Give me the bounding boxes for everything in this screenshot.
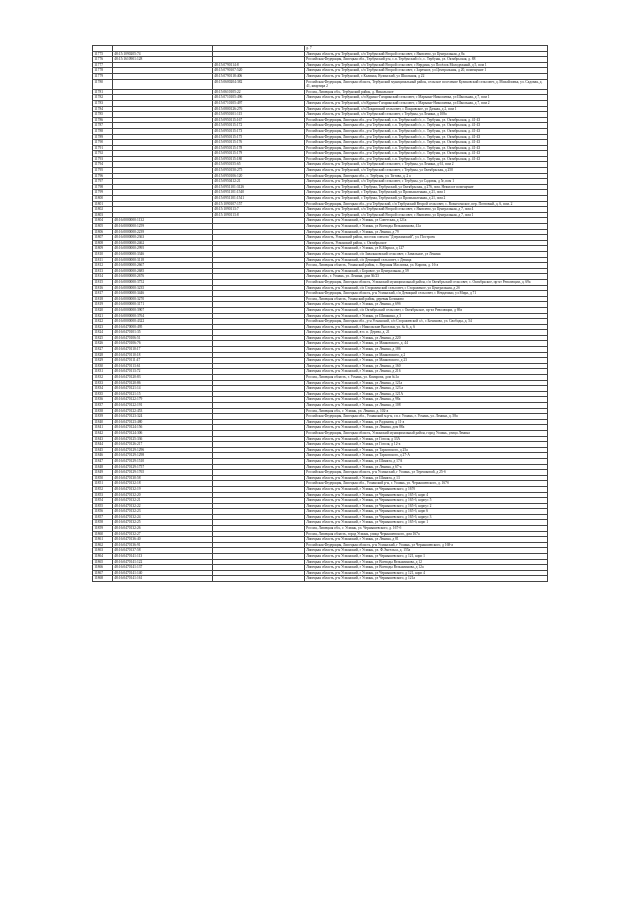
cell-land-code: 48:16:0470132:23 bbox=[113, 509, 213, 515]
cell-number: 11801 bbox=[93, 201, 113, 207]
cell-address: Липецкая область, р-н Усманский, г Усмань, ул Ленина, д 216 bbox=[305, 369, 548, 375]
cell-address: Липецкая область, р-н Усманский, г Усмань, ул Ленина, д 81 bbox=[305, 537, 548, 543]
cell-address: Липецкая область, р-н Усманский, с/п Завальновский сельсовет, с Завальное, ул Ленина bbox=[305, 251, 548, 257]
cell-land-code: 48:16:0470113:61 bbox=[113, 363, 213, 369]
cell-address: Липецкая область, р-н Усманский, г Усмань, ул Маяковского, д 23 bbox=[305, 358, 548, 364]
cell-address: Липецкая область, р-н Усманский, г Усмань, ул Гоголя, д 33А bbox=[305, 436, 548, 442]
cell-number: 11851 bbox=[93, 481, 113, 487]
cell-building-code: 48:15:0950115:179 bbox=[213, 151, 305, 157]
cell-number: 11838 bbox=[93, 408, 113, 414]
cell-land-code: 48:16:0470136:40 bbox=[113, 537, 213, 543]
register-table-body bbox=[93, 46, 548, 582]
cell-number: 11844 bbox=[93, 442, 113, 448]
cell-number: 11829 bbox=[93, 358, 113, 364]
cell-land-code: 48:16:0470132:26 bbox=[113, 526, 213, 532]
cell-land-code: 48:16:0470129:1765 bbox=[113, 470, 213, 476]
cell-building-code: 48:15:0950412:21 bbox=[213, 179, 305, 185]
cell-number: 11820 bbox=[93, 307, 113, 313]
cell-number: 11823 bbox=[93, 324, 113, 330]
cell-land-code: 48:16:0470141:137 bbox=[113, 565, 213, 571]
cell-address: Липецкая область, р-н Усманский, г Усмань, ул Воеводы Вельяминова, 41а bbox=[305, 224, 548, 230]
table-row bbox=[93, 576, 548, 582]
cell-number: 11817 bbox=[93, 291, 113, 297]
cell-address: Липецкая область, р-н Усманский, г Усмань, ул Чернышевского, д 165-б, корпус 5 bbox=[305, 498, 548, 504]
cell-number: 11798 bbox=[93, 184, 113, 190]
cell-number: 11808 bbox=[93, 240, 113, 246]
cell-number: 11791 bbox=[93, 145, 113, 151]
cell-address: Россия, Липецкая обл., Тербунский район, д. Никольское bbox=[305, 89, 548, 95]
cell-address: Липецкая область, Усманский район, с. Октябрьское bbox=[305, 240, 548, 246]
cell-address: Липецкая область, р-н Усманский, с/п Стороженский сельсовет, с Стороженое, ул Центральная, д 2б bbox=[305, 285, 548, 291]
cell-address: Россия, Липецкая область, Усманский район, с. Верхняя Масловка, ул. Кирова, д. 16-а bbox=[305, 263, 548, 269]
cell-land-code: 48:16:0000000:2676 bbox=[113, 274, 213, 280]
cell-address: Липецкая область, р-н Усманский, г Усмань, ул Ленина, д 121а bbox=[305, 380, 548, 386]
cell-number: 11830 bbox=[93, 363, 113, 369]
cell-address: Российская Федерация, Липецкая обл., р-н Тербунский, с.п. Тербунский с/с, с. Тербуны, ул. Октябрьская, д. 41-43 bbox=[305, 134, 548, 140]
cell-number: 11783 bbox=[93, 100, 113, 106]
cell-building-code: 48:15:0950115:178 bbox=[213, 145, 305, 151]
cell-address: Липецкая область, р-н Тербунский, с/п Курино-Гагаринский сельсовет, с Марьино-Николаевка, ул Школьная, д 7, пом 2 bbox=[305, 100, 548, 106]
cell-building-code: 48:15:0950155:65 bbox=[213, 162, 305, 168]
cell-number: 11784 bbox=[93, 106, 113, 112]
cell-address: Липецкая область, Усманский район, поселок совхоза "Дзержинский", ул. Построек bbox=[305, 235, 548, 241]
cell-address: Липецкая область, р-н Тербунский, с/п Тербунский Второй сельсовет, с Яковлево, ул Центральная, д 7, пом 1 bbox=[305, 212, 548, 218]
cell-number: 11814 bbox=[93, 274, 113, 280]
cell-number: 11795 bbox=[93, 168, 113, 174]
cell-land-code: 48:16:0000000:1259 bbox=[113, 224, 213, 230]
cell-number: 11788 bbox=[93, 128, 113, 134]
cell-address: Липецкая область, р-н Усманский, г Усмань, ул Ленина, д 160 bbox=[305, 363, 548, 369]
cell-number: 11848 bbox=[93, 464, 113, 470]
cell-land-code: 48:16:0470141:122 bbox=[113, 559, 213, 565]
cell-land-code: 48:16:0470132:25 bbox=[113, 520, 213, 526]
cell-address: Российская Федерация, Липецкая область, Тербунский муниципальный район, сельское поселение Куликовский сельсовет, д. Михайловка, ул. Садовая, д. 41, квартира 2 bbox=[305, 79, 548, 89]
cell-number: 11861 bbox=[93, 537, 113, 543]
cell-address: Липецкая область, р-н Усманский, в-п. п. Дерева, д. 21 bbox=[305, 330, 548, 336]
cell-land-code: 48:16:0470132:22 bbox=[113, 503, 213, 509]
cell-address: Липецкая область, р-н Усманский, г Усмань, ул Ленина, д 79 bbox=[305, 229, 548, 235]
cell-number: 11857 bbox=[93, 514, 113, 520]
cell-address: Россия, Липецкая область, г. Усмань, ул. Комарова, дом №1а bbox=[305, 375, 548, 381]
cell-land-code: 48:16:0000000:3764 bbox=[113, 313, 213, 319]
cell-address: Липецкая область, р-н Тербунский, с/п Тербунский Второй сельсовет, с Вердина, ул Посёлок Молодежный, д 5, пом 1 bbox=[305, 62, 548, 68]
cell-address: Российская Федерация, Липецкая обл., Тербунский р-н, с.п. Тербунский с/с, с. Тербуны, ул. Октябрьская, д. 88 bbox=[305, 57, 548, 63]
cell-land-code: 48:16:0470121:15 bbox=[113, 391, 213, 397]
cell-land-code: 48:16:0000000:3235 bbox=[113, 285, 213, 291]
cell-number: 11854 bbox=[93, 498, 113, 504]
cell-land-code: 48:16:0470137:58 bbox=[113, 548, 213, 554]
cell-address: Липецкая область, р-н Усманский, г Усмань, ул Ленина, д 121А bbox=[305, 391, 548, 397]
cell-address: Липецкая область, р-н Тербунский, с Тербуны, Тербунский, ул Промышленная, д 21, пом 1 bbox=[305, 190, 548, 196]
cell-number: 11813 bbox=[93, 268, 113, 274]
cell-address: Российская Федерация, Липецкая область, Усманский муниципальный район, с/п Октябрьский сельсовет, с. Октябрьское, пр-кт Революции, д. 69а bbox=[305, 279, 548, 285]
cell-number: 11863 bbox=[93, 548, 113, 554]
cell-address: Липецкая область, р-н Усманский, г Усмань, ул. Ф.Энгельса, д. 155а bbox=[305, 548, 548, 554]
cell-address: Липецкая область, р-н Усманский, г Усмань, ул Воеводы Вельяминова, д 12 bbox=[305, 559, 548, 565]
cell-land-code: 48:16:0470000:495 bbox=[113, 324, 213, 330]
cell-building-code: 48:15:0950106:120 bbox=[213, 173, 305, 179]
cell-land-code: 48:16:0000000:3270 bbox=[113, 296, 213, 302]
cell-address: Липецкая область, р-н Усманский, г Усмань, ул Ленина, д 220 bbox=[305, 335, 548, 341]
cell-land-code: 48:16:0470132:19 bbox=[113, 486, 213, 492]
cell-number: 11852 bbox=[93, 486, 113, 492]
cell-land-code: 48:16:0470101:35 bbox=[113, 330, 213, 336]
cell-address: Липецкая область, р-н Усманский, г Усмань, ул Ленина, д 186 bbox=[305, 347, 548, 353]
cell-number: 11790 bbox=[93, 140, 113, 146]
cell-address: Липецкая область, р-н Усманский, г Усмань, ул Чернышевского, д 167б bbox=[305, 486, 548, 492]
cell-land-code: 48:16:0470123:480 bbox=[113, 419, 213, 425]
cell-land-code: 48:16:0000000:3346 bbox=[113, 251, 213, 257]
cell-number: 11862 bbox=[93, 542, 113, 548]
cell-land-code bbox=[113, 79, 213, 89]
cell-address: Липецкая область, р-н Усманский, г Усмань, ул Шинкта, д 17А bbox=[305, 458, 548, 464]
cell-number: 11825 bbox=[93, 335, 113, 341]
cell-address: Российская Федерация, Липецкая область, р-н Усманский, г Усмань, ул Терешковой, д 25-б bbox=[305, 470, 548, 476]
cell-number: 11816 bbox=[93, 285, 113, 291]
cell-number: 11845 bbox=[93, 447, 113, 453]
cell-building-code: 48:15:1090107:157 bbox=[213, 201, 305, 207]
cell-number: 11809 bbox=[93, 246, 113, 252]
cell-address: Российская Федерация, Липецкая обл., р-н Тербунский, с.п. Тербунский с/с, с. Тербуны, ул. Октябрьская, д. 41-43 bbox=[305, 123, 548, 129]
cell-address: Российская Федерация, Липецкая обл., р-н Тербунский, с.п. Тербунский с/с, с. Тербуны, ул. Октябрьская, д. 41-43 bbox=[305, 156, 548, 162]
cell-address: Липецкая область, р-н Усманский, г Усмань, ул Чернышевского, д 165-б, корп 1 bbox=[305, 520, 548, 526]
cell-land-code: 48:15:1090205:74 bbox=[113, 51, 213, 57]
cell-address: Липецкая область, р-н Усманский, г Усмань, ул Чернышевского, д 165-б, корпус 3 bbox=[305, 514, 548, 520]
cell-number: 11835 bbox=[93, 391, 113, 397]
cell-land-code: 48:16:0470130:58 bbox=[113, 475, 213, 481]
cell-building-code: 48:15:1090113:7 bbox=[213, 207, 305, 213]
cell-address: Липецкая область, р-н Тербунский, с Тербуны, Тербунский, ул Промышленная, д 21, пом 2 bbox=[305, 196, 548, 202]
cell-number: 11781 bbox=[93, 89, 113, 95]
cell-address: Российская Федерация, Липецкая область, Усманский муниципальный район, город Усмань, улица Ленина bbox=[305, 430, 548, 436]
cell-number: 11833 bbox=[93, 380, 113, 386]
cell-land-code: 48:16:0470120:83 bbox=[113, 375, 213, 381]
cell-address: Липецкая область, р-н Усманский, г Усмань, ул Ленина, д 123 а bbox=[305, 386, 548, 392]
cell-address: д. 7 bbox=[305, 46, 548, 52]
cell-number: 11840 bbox=[93, 419, 113, 425]
cell-land-code: 48:15:1610901:128 bbox=[113, 57, 213, 63]
cell-address: Липецкая область, р-н Тербунский, с/п Курино-Гагаринский сельсовет, с Марьино-Николаевка, ул Школьная, д 7, пом 1 bbox=[305, 95, 548, 101]
cell-address: Липецкая область, р-н Тербунский, с/п Тербунский сельсовет, с Тербуны, ул Садовая, д 5г, пом 1 bbox=[305, 179, 548, 185]
cell-land-code: 48:16:0000000:4322 bbox=[113, 319, 213, 325]
cell-address: Российская Федерация, Липецкая обл., р-н Тербунский, с/п Тербунский Второй сельсовет, с. Вознесенское, пер. Почтовый, д. 6, пом. 2 bbox=[305, 201, 548, 207]
cell-building-code: 48:15:0950115:176 bbox=[213, 140, 305, 146]
cell-address: Липецкая область, р-н Усманский, г Усмань, ул Ленина, д 67-а bbox=[305, 464, 548, 470]
cell-address: Россия, Липецкая область, город Усмань, улица Чернышевского, дом 167а bbox=[305, 531, 548, 537]
cell-number: 11811 bbox=[93, 257, 113, 263]
cell-number: 11867 bbox=[93, 570, 113, 576]
cell-number: 11828 bbox=[93, 352, 113, 358]
cell-address: Липецкая область, р-н Усманский, с Никольские Выселки, ул. № 6, д. 6 bbox=[305, 324, 548, 330]
cell-address: Липецкая область, р-н Усманский, г Усмань, ул Чернышевского, д 165-б, корп 4 bbox=[305, 492, 548, 498]
cell-land-code: 48:16:0470121:14 bbox=[113, 386, 213, 392]
cell-number: 11834 bbox=[93, 386, 113, 392]
cell-building-code: 48:15:0610105:22 bbox=[213, 89, 305, 95]
cell-number: 11803 bbox=[93, 212, 113, 218]
cell-number: 11792 bbox=[93, 151, 113, 157]
cell-land-code: 48:16:0470132:24 bbox=[113, 514, 213, 520]
cell-number: 11775 bbox=[93, 51, 113, 57]
cell-land-code: 48:16:0000000:3752 bbox=[113, 279, 213, 285]
cell-number: 11779 bbox=[93, 73, 113, 79]
cell-land-code: 48:16:0000000:2363 bbox=[113, 235, 213, 241]
cell-building-code: 48:15:0600204:382 bbox=[213, 79, 305, 89]
cell-address: Липецкая область, р-н Усманский, с/п Октябрьский сельсовет, с Октябрьское, пр-кт Революции, д 69а bbox=[305, 307, 548, 313]
cell-number: 11822 bbox=[93, 319, 113, 325]
cell-land-code: 48:16:0470122:179 bbox=[113, 397, 213, 403]
cell-address: Липецкая область, р-н Усманский, г Усмань, ул Шишкина, д 3 bbox=[305, 313, 548, 319]
cell-number: 11837 bbox=[93, 403, 113, 409]
cell-number: 11810 bbox=[93, 251, 113, 257]
cell-number: 11849 bbox=[93, 470, 113, 476]
cell-number: 11806 bbox=[93, 229, 113, 235]
cell-address: Липецкая область, р-н Усманский, г Усмань, ул Чернышевского, д 121а bbox=[305, 576, 548, 582]
cell-building-code: 48:15:0790118:406 bbox=[213, 73, 305, 79]
cell-number: 11860 bbox=[93, 531, 113, 537]
cell-building-code: 48:15:0710105:496 bbox=[213, 95, 305, 101]
cell-number: 11805 bbox=[93, 224, 113, 230]
cell-address: Российская Федерация, Липецкая обл., с. Тербуны, ул. Титова, д. 2 а bbox=[305, 173, 548, 179]
cell-number: 11856 bbox=[93, 509, 113, 515]
cell-number: 11868 bbox=[93, 576, 113, 582]
cell-number: 11780 bbox=[93, 79, 113, 89]
cell-address: Липецкая обл., г. Усмань, ул. Ленина, дом 36/23 bbox=[305, 274, 548, 280]
cell-address: Липецкая область, р-н Усманский, г Усмань, ул Тарховского, д 25а bbox=[305, 447, 548, 453]
cell-number: 11841 bbox=[93, 425, 113, 431]
cell-land-code: 48:16:0470141:161 bbox=[113, 576, 213, 582]
cell-land-code: 48:16:0470129:1510 bbox=[113, 458, 213, 464]
cell-address: Липецкая область, р-н Тербунский, с Калинка, Кузинский, ул Школьная, д 22 bbox=[305, 73, 548, 79]
cell-address: Липецкая область, р-н Усманский, с Боровое, ул Центральная, д 59 bbox=[305, 268, 548, 274]
cell-land-code: 48:16:0000000:3118 bbox=[113, 257, 213, 263]
cell-building-code bbox=[213, 576, 305, 582]
cell-building-code: 48:15:0951101:1541 bbox=[213, 196, 305, 202]
cell-land-code: 48:16:0470126:217 bbox=[113, 442, 213, 448]
cell-address: Липецкая область, р-н Усманский, с/п Девицкий сельсовет, с Девица bbox=[305, 257, 548, 263]
cell-number: 11847 bbox=[93, 458, 113, 464]
cell-address: Липецкая область, р-н Усманский, г Усмань, ул Советская, д 121а bbox=[305, 218, 548, 224]
cell-land-code: 48:16:0470110:18 bbox=[113, 352, 213, 358]
cell-address: Россия, Липецкая обл., г. Усмань, ул. Ленина, д. 102-а bbox=[305, 408, 548, 414]
cell-address: Российская Федерация, Липецкая обл., р-н Тербунский, с.п. Тербунский с/с, с. Тербуны, ул. Октябрьская, д. 41-43 bbox=[305, 151, 548, 157]
cell-land-code: 48:16:0470141:113 bbox=[113, 554, 213, 560]
cell-address: Российская Федерация, Липецкая обл., Усманский р-н, г. Усмань, ул. Чернышевского, д. 167б bbox=[305, 481, 548, 487]
cell-number: 11846 bbox=[93, 453, 113, 459]
cell-number: 11826 bbox=[93, 341, 113, 347]
cell-building-code: 48:15:0950101:115 bbox=[213, 112, 305, 118]
cell-address: Липецкая область, р-н Усманский, г Усмань, ул Ленина, д 108 bbox=[305, 403, 548, 409]
cell-address: Липецкая область, р-н Тербунский, с/п Тербунский Второй сельсовет, с Яковлево, ул Центральная, д 8а bbox=[305, 51, 548, 57]
cell-building-code: 48:15:0951101:1540 bbox=[213, 190, 305, 196]
cell-address: Липецкая область, р-н Усманский, г Усмань, ул Воеводы Вельяминова, д 12а bbox=[305, 565, 548, 571]
cell-number: 11787 bbox=[93, 123, 113, 129]
cell-number: 11800 bbox=[93, 196, 113, 202]
cell-land-code: 48:16:0470132:21 bbox=[113, 498, 213, 504]
cell-address: Липецкая область, р-н Усманский, г Усмань, ул Маяковского, д 2 bbox=[305, 352, 548, 358]
cell-land-code: 48:16:0470124:306 bbox=[113, 430, 213, 436]
cell-address: Липецкая область, р-н Усманский, г Усмань, ул Шинкта, д 13 bbox=[305, 475, 548, 481]
cell-land-code: 48:16:0470113:72 bbox=[113, 369, 213, 375]
cell-land-code: 48:16:0000000:2239 bbox=[113, 229, 213, 235]
cell-number: 11864 bbox=[93, 554, 113, 560]
cell-land-code: 48:16:0470122:191 bbox=[113, 403, 213, 409]
cell-land-code: 48:16:0470129:1296 bbox=[113, 447, 213, 453]
cell-number: 11776 bbox=[93, 57, 113, 63]
cell-number: 11799 bbox=[93, 190, 113, 196]
cell-building-code: 48:15:0950115:175 bbox=[213, 134, 305, 140]
cell-number: 11831 bbox=[93, 369, 113, 375]
cell-number: 11827 bbox=[93, 347, 113, 353]
cell-number: 11786 bbox=[93, 117, 113, 123]
cell-number: 11797 bbox=[93, 179, 113, 185]
cell-land-code: 48:16:0470136:91 bbox=[113, 542, 213, 548]
cell-number: 11850 bbox=[93, 475, 113, 481]
cell-land-code: 48:16:0000000:3171 bbox=[113, 302, 213, 308]
cell-address: Липецкая область, р-н Усманский, г Усмань, ул Маяковского, д. 44 bbox=[305, 341, 548, 347]
cell-address: Российская Федерация, Липецкая обл., р-н Тербунский, с.п. Тербунский с/с, с. Тербуны, ул. Октябрьская, д. 41-43 bbox=[305, 117, 548, 123]
cell-land-code: 48:16:0470132:18 bbox=[113, 481, 213, 487]
cell-address: Липецкая область, р-н Тербунский, с/п Тербунский Второй сельсовет, с Яковлево, ул Центральная, д 7, пом 4 bbox=[305, 207, 548, 213]
cell-land-code: 48:16:0470132:27 bbox=[113, 531, 213, 537]
cell-number: 11843 bbox=[93, 436, 113, 442]
cell-number: 11777 bbox=[93, 62, 113, 68]
cell-land-code: 48:16:0470123:324 bbox=[113, 414, 213, 420]
cell-land-code: 48:16:0000000:2995 bbox=[113, 246, 213, 252]
cell-land-code: 48:16:0470122:453 bbox=[113, 408, 213, 414]
cell-address: Липецкая область, р-н Усманский, г Усмань, ул Чернышевского, д 165-б, корп 6 bbox=[305, 509, 548, 515]
cell-building-code: 48:15:0950150:275 bbox=[213, 168, 305, 174]
cell-address: Липецкая область, р-н Усманский, г Усмань, ул Чернышевского, д 121, корп 4 bbox=[305, 570, 548, 576]
cell-number: 11812 bbox=[93, 263, 113, 269]
cell-number: 11839 bbox=[93, 414, 113, 420]
cell-number: 11782 bbox=[93, 95, 113, 101]
table-row bbox=[93, 79, 548, 89]
cell-number: 11818 bbox=[93, 296, 113, 302]
cell-address: Россия, Липецкая область, Усманский район, деревня Бочиново bbox=[305, 296, 548, 302]
cell-number: 11855 bbox=[93, 503, 113, 509]
cell-number: 11796 bbox=[93, 173, 113, 179]
cell-land-code: 48:16:0470120:86 bbox=[113, 380, 213, 386]
cell-number: 11804 bbox=[93, 218, 113, 224]
cell-building-code: 48:15:0800126:276 bbox=[213, 106, 305, 112]
cell-land-code: 48:16:0470141:140 bbox=[113, 570, 213, 576]
cell-land-code: 48:16:0470106:51 bbox=[113, 335, 213, 341]
cell-address: Липецкая область, р-н Усманский, г Усмань, ул К.Маркса, д 127 bbox=[305, 246, 548, 252]
cell-number: 11807 bbox=[93, 235, 113, 241]
cell-land-code: 48:16:0470129:1298 bbox=[113, 453, 213, 459]
cell-land-code: 48:16:0000000:3446 bbox=[113, 291, 213, 297]
cell-address: Липецкая область, р-н Тербунский, с/п Тербунский сельсовет, с Тербуны, ул Ленина, д 108а bbox=[305, 112, 548, 118]
cell-land-code: 48:16:0000000:1132 bbox=[113, 218, 213, 224]
cell-address: Российская Федерация, Липецкая обл., р-н Усманский, с/п Сторожевской с/с, с Бочиново, ул. Свободы, д. 54 bbox=[305, 319, 548, 325]
cell-address: Липецкая область, р-н Усманский, г Усмань, ул Чернышевского, д 121, корп 1 bbox=[305, 554, 548, 560]
cell-land-code: 48:16:0470125:336 bbox=[113, 436, 213, 442]
cell-address: Российская Федерация, Липецкая обл., р-н Тербунский, с.п. Тербунский с/с, с. Тербуны, ул. Октябрьская, д. 41-43 bbox=[305, 128, 548, 134]
cell-address: Липецкая область, р-н Тербунский, с Тербуны, Тербунский, ул Октябрьская, д 276, пом. Нежилое помещение bbox=[305, 184, 548, 190]
cell-building-code: 48:15:0710105:497 bbox=[213, 100, 305, 106]
cell-number: 11858 bbox=[93, 520, 113, 526]
cell-building-code: 48:15:1090113:8 bbox=[213, 212, 305, 218]
cell-land-code: 48:16:0000000:2462 bbox=[113, 240, 213, 246]
cell-address: Липецкая область, р-н Тербунский, с/п Тербунский сельсовет, с Тербуны, ул Ленина, д 61, пом 2 bbox=[305, 162, 548, 168]
cell-land-code: 48:16:0000000:2667 bbox=[113, 263, 213, 269]
cell-building-code: 48:15:0950115:167 bbox=[213, 117, 305, 123]
cell-address: Липецкая область, р-н Усманский, г Усмань, ул Тарховского, д 27-А bbox=[305, 453, 548, 459]
cell-land-code: 48:16:0470106:76 bbox=[113, 341, 213, 347]
cell-land-code: 48:16:0470124:156 bbox=[113, 425, 213, 431]
cell-land-code: 48:16:0000000:3907 bbox=[113, 307, 213, 313]
cell-number: 11832 bbox=[93, 375, 113, 381]
cell-address: Липецкая область, р-н Усманский, г Усмань, ул Ленина, дом 88а bbox=[305, 425, 548, 431]
cell-building-code: 48:15:0950115:173 bbox=[213, 128, 305, 134]
cell-building-code: 48:15:0790114:8 bbox=[213, 62, 305, 68]
cell-address: Российская Федерация, Липецкая область, р-н Усманский, с/п Девицкий сельсовет, с Невдачино, ул Мира, д 71 bbox=[305, 291, 548, 297]
cell-land-code: 48:16:0470129:1757 bbox=[113, 464, 213, 470]
cell-address: Липецкая область, р-н Усманский, г Усмань, ул Ленина, д 98а bbox=[305, 397, 548, 403]
cell-building-code: 48:15:0950115:180 bbox=[213, 156, 305, 162]
cell-number: 11865 bbox=[93, 559, 113, 565]
cell-building-code: 48:15:0790107:520 bbox=[213, 68, 305, 74]
cell-number: 11819 bbox=[93, 302, 113, 308]
cell-number: 11789 bbox=[93, 134, 113, 140]
cell-address: Липецкая область, р-н Усманский, г Усмань, ул Гоголя, д 12-а bbox=[305, 442, 548, 448]
cell-number: 11815 bbox=[93, 279, 113, 285]
cell-number: 11842 bbox=[93, 430, 113, 436]
cell-address: Липецкая область, р-н Тербунский, с/п Тербунский сельсовет, с Тербуны, ул Октябрьская, д 250 bbox=[305, 168, 548, 174]
cell-number: 11785 bbox=[93, 112, 113, 118]
cell-number: 11778 bbox=[93, 68, 113, 74]
cell-land-code: 48:16:0470132:20 bbox=[113, 492, 213, 498]
cell-land-code: 48:16:0470111:47 bbox=[113, 358, 213, 364]
cell-number: 11794 bbox=[93, 162, 113, 168]
cell-number: 11836 bbox=[93, 397, 113, 403]
cell-building-code: 48:15:0950115:172 bbox=[213, 123, 305, 129]
cell-number: 11802 bbox=[93, 207, 113, 213]
cell-number: 11859 bbox=[93, 526, 113, 532]
cell-land-code: 48:16:0000000:2685 bbox=[113, 268, 213, 274]
cell-number: 11866 bbox=[93, 565, 113, 571]
cell-number: 11793 bbox=[93, 156, 113, 162]
cell-address: Липецкая область, р-н Тербунский, с/п Покровский сельсовет, с Покровское, ул Дачная, д 2, пом 1 bbox=[305, 106, 548, 112]
cell-address: Липецкая область, р-н Усманский, г Усмань, ул Радонова, д 11-а bbox=[305, 419, 548, 425]
cell-address: Российская Федерация, Липецкая обл., Усманский м.р-н, г.п.г. Усмань, г. Усмань, ул. Ленина, д. 58а bbox=[305, 414, 548, 420]
cell-address: Российская Федерация, Липецкая область, р-н Усманский, г Усмань, ул Чернышевского, д 168-а bbox=[305, 542, 548, 548]
cell-building-code: 48:15:0951101:3126 bbox=[213, 184, 305, 190]
cell-number: 11824 bbox=[93, 330, 113, 336]
cell-address: Липецкая область, р-н Усманский, г Усмань, ул Чернышевского, д 165-б, корпус 2 bbox=[305, 503, 548, 509]
cell-number: 11821 bbox=[93, 313, 113, 319]
cell-address: Россия, Липецкая обл., г. Усмань, ул. Чернышевского, д. 167-б bbox=[305, 526, 548, 532]
cell-address: Российская Федерация, Липецкая обл., р-н Тербунский, с.п. Тербунский с/с, с. Тербуны, ул. Октябрьская, д. 41-43 bbox=[305, 140, 548, 146]
cell-address: Российская Федерация, Липецкая обл., р-н Тербунский, с.п. Тербунский с/с, с. Тербуны, ул. Октябрьская, д. 41-43 bbox=[305, 145, 548, 151]
cell-address: Липецкая область, р-н Тербунский, с/п Тербунский Второй сельсовет, с Заречное, ул Центральная, д 20, помещение 1 bbox=[305, 68, 548, 74]
cell-address: Липецкая область, р-н Усманский, г Усмань, ул Ленина, д 69б bbox=[305, 302, 548, 308]
cell-number: 11853 bbox=[93, 492, 113, 498]
cell-land-code: 48:16:0470110:17 bbox=[113, 347, 213, 353]
property-register-table bbox=[92, 45, 548, 582]
